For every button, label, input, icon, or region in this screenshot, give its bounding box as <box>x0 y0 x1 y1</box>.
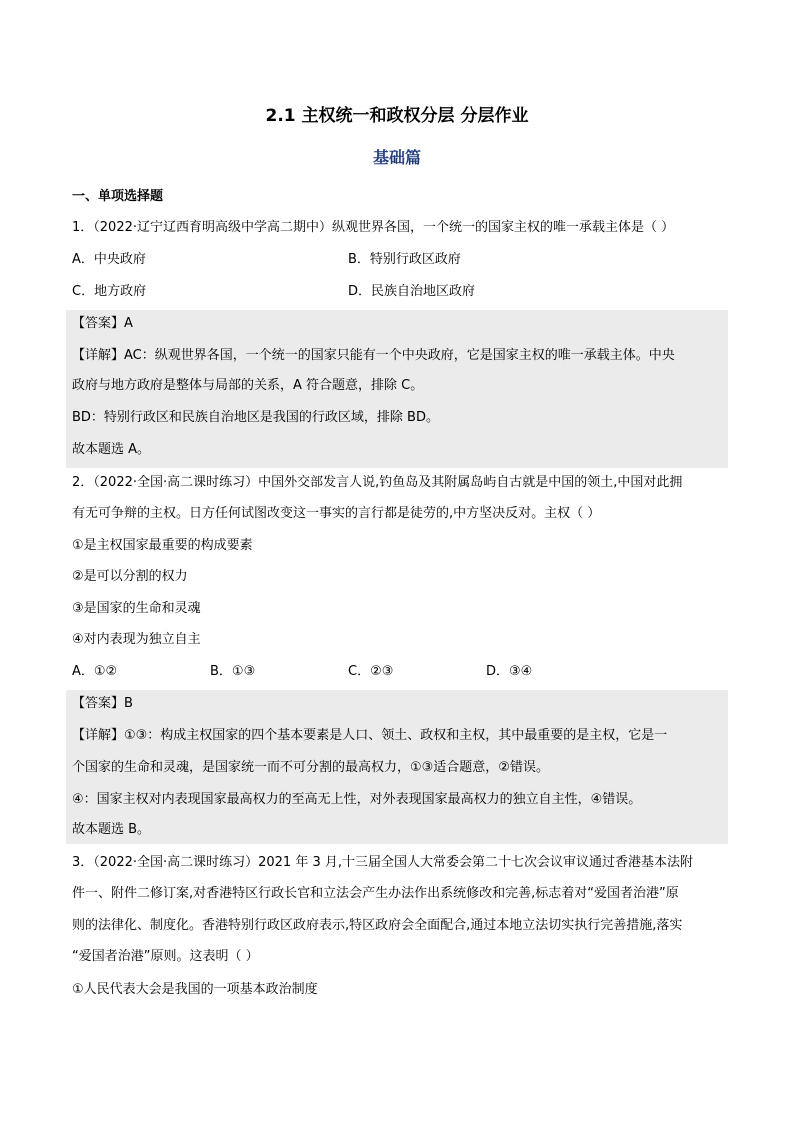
page-subtitle: 基础篇 <box>372 148 421 167</box>
q2-option-c: C．②③ <box>348 664 394 679</box>
q2-detail-line: 故本题选 B。 <box>72 822 151 837</box>
q1-stem: 1．（2022·辽宁辽西育明高级中学高二期中）纵观世界各国，一个统一的国家主权的唯一承载主体是（ ） <box>72 220 675 235</box>
q1-answer: 【答案】A <box>72 316 133 331</box>
q1-option-b: B．特别行政区政府 <box>348 252 461 267</box>
q2-item: ③是国家的生命和灵魂 <box>72 601 201 616</box>
q3-stem-line: 则的法律化、制度化。香港特别行政区政府表示,特区政府会全面配合,通过本地立法切实执行完善措施,落实 <box>72 918 683 933</box>
q1-option-d: D．民族自治地区政府 <box>348 284 476 299</box>
q3-stem-line: 件一、附件二修订案,对香港特区行政长官和立法会产生办法作出系统修改和完善,标志着对“爱国者治港”原 <box>72 886 679 901</box>
q1-detail-line: BD：特别行政区和民族自治地区是我国的行政区域，排除 BD。 <box>72 410 439 425</box>
q2-item: ④对内表现为独立自主 <box>72 632 201 647</box>
q1-option-c: C．地方政府 <box>72 284 147 299</box>
q1-option-a: A．中央政府 <box>72 252 146 267</box>
q1-detail-line: 政府与地方政府是整体与局部的关系，A 符合题意，排除 C。 <box>72 378 424 393</box>
q3-item: ①人民代表大会是我国的一项基本政治制度 <box>72 982 318 997</box>
q2-item: ①是主权国家最重要的构成要素 <box>72 538 253 553</box>
q2-stem-line: 2．（2022·全国·高二课时练习）中国外交部发言人说,钓鱼岛及其附属岛屿自古就是中国的领土,中国对此拥 <box>72 475 683 490</box>
q3-stem-line: 3．（2022·全国·高二课时练习）2021 年 3 月,十三届全国人大常委会第二十七次会议审议通过香港基本法附 <box>72 855 694 870</box>
q2-option-b: B．①③ <box>210 664 256 679</box>
q2-detail-line: ④：国家主权对内表现国家最高权力的至高无上性，对外表现国家最高权力的独立自主性，④错误。 <box>72 792 642 807</box>
q2-option-a: A．①② <box>72 664 118 679</box>
q1-detail-line: 【详解】AC：纵观世界各国，一个统一的国家只能有一个中央政府，它是国家主权的唯一承载主体。中央 <box>72 348 675 363</box>
q2-detail-line: 个国家的生命和灵魂，是国家统一而不可分割的最高权力，①③适合题意，②错误。 <box>72 760 549 775</box>
q2-detail-line: 【详解】①③：构成主权国家的四个基本要素是人口、领土、政权和主权，其中最重要的是主权，它是一 <box>72 728 668 743</box>
q2-option-d: D．③④ <box>486 664 533 679</box>
page-title: 2.1 主权统一和政权分层 分层作业 <box>265 106 529 126</box>
q2-answer: 【答案】B <box>72 696 133 711</box>
q2-item: ②是可以分割的权力 <box>72 569 188 584</box>
q3-stem-line: “爱国者治港”原则。这表明（ ） <box>72 949 259 964</box>
section-heading: 一、单项选择题 <box>72 189 164 204</box>
q1-detail-line: 故本题选 A。 <box>72 442 151 457</box>
q2-stem-line: 有无可争辩的主权。日方任何试图改变这一事实的言行都是徒劳的,中方坚决反对。主权（ ） <box>72 506 601 521</box>
